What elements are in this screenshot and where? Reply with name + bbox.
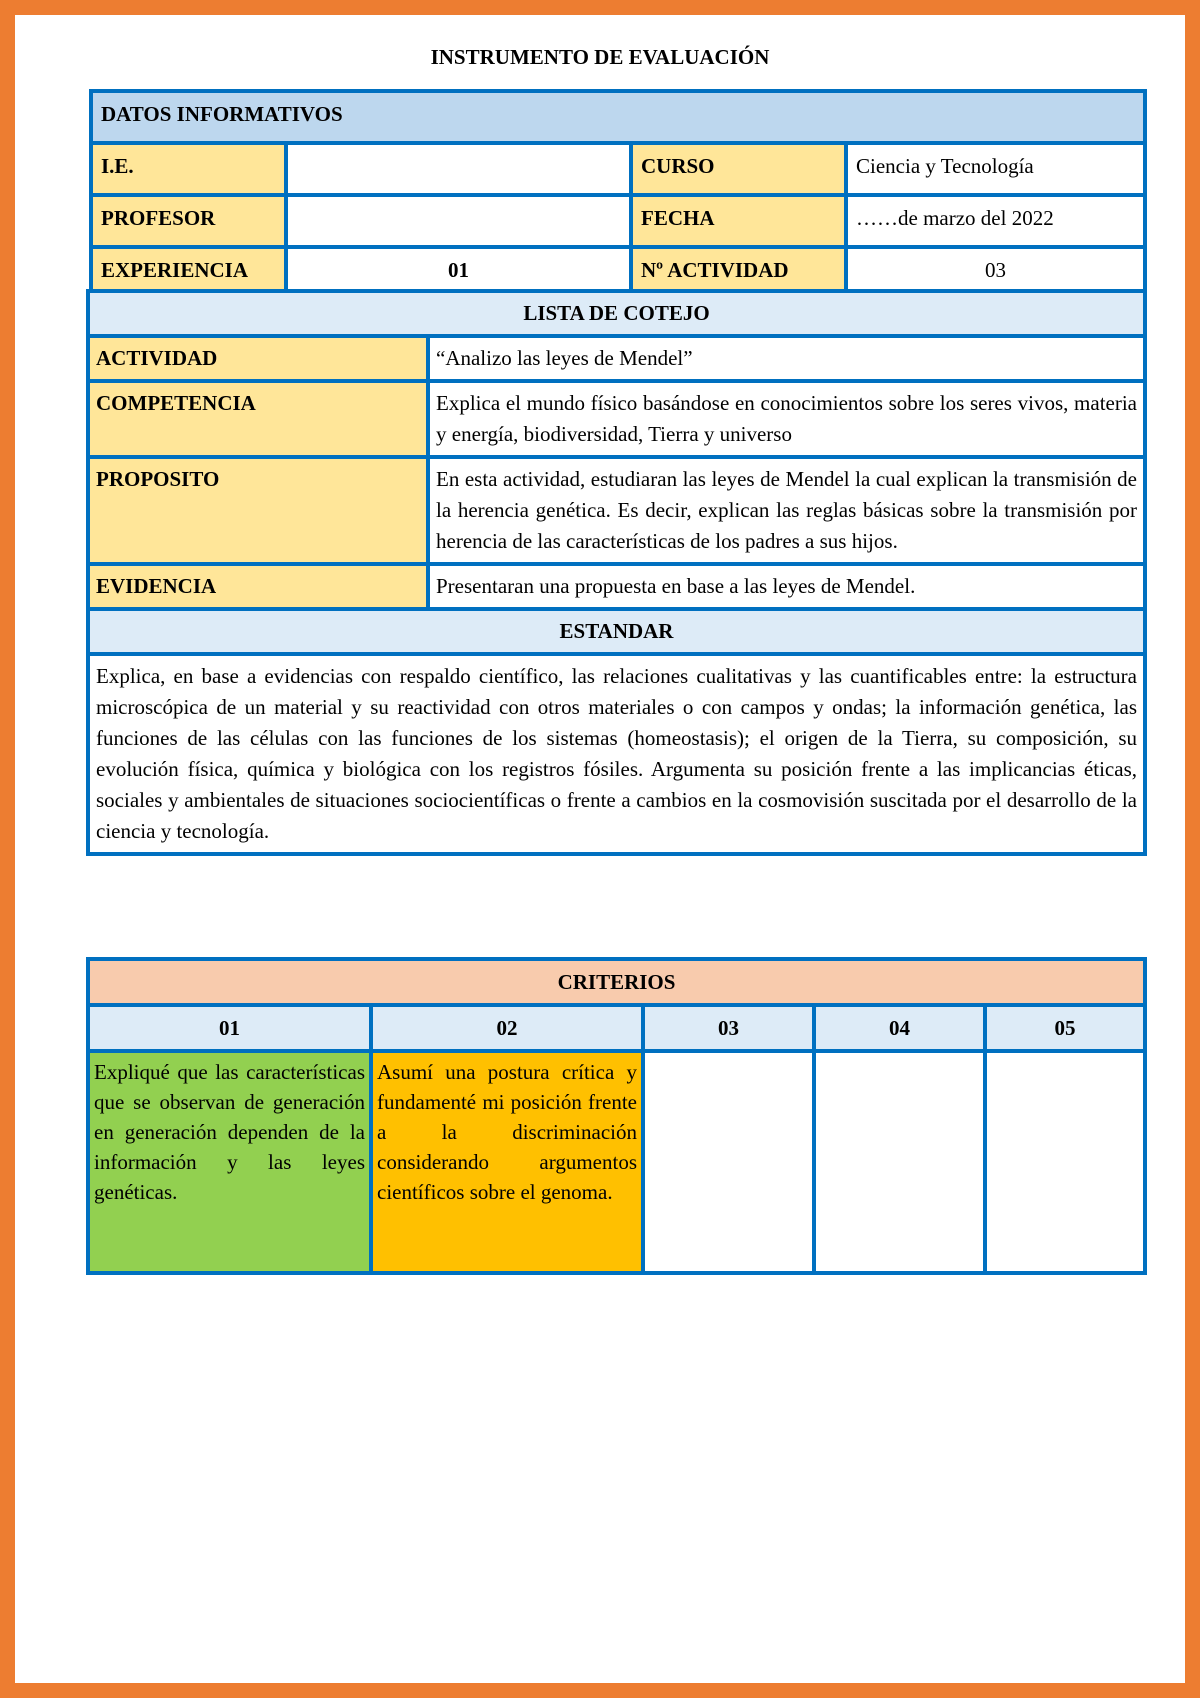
profesor-label: PROFESOR (91, 195, 286, 247)
criterio-cell-02: Asumí una postura crítica y fundamenté mi posición frente a la discriminación considerando argumentos científicos sobre el genoma. (371, 1051, 643, 1273)
criterio-column-header: 05 (985, 1005, 1145, 1051)
actividad-number-value: 03 (846, 247, 1145, 299)
lista-de-cotejo-table (86, 289, 1147, 856)
actividad-value: “Analizo las leyes de Mendel” (428, 336, 1145, 381)
competencia-label: COMPETENCIA (88, 381, 428, 457)
ie-label: I.E. (91, 143, 286, 195)
proposito-value: En esta actividad, estudiaran las leyes de Mendel la cual explican la transmisión de la herencia genética. Es decir, explican las reglas básicas sobre la transmisión por herencia de las características de los padres a sus hijos. (428, 457, 1145, 564)
ie-value (286, 143, 631, 195)
criterio-cell-01: Expliqué que las características que se observan de generación en generación dependen de la información y las leyes genéticas. (88, 1051, 371, 1273)
criterio-cell-04 (814, 1051, 985, 1273)
datos-informativos-header: DATOS INFORMATIVOS (91, 91, 1145, 143)
proposito-label: PROPOSITO (88, 457, 428, 564)
curso-value: Ciencia y Tecnología (846, 143, 1145, 195)
competencia-value: Explica el mundo físico basándose en conocimientos sobre los seres vivos, materia y energía, biodiversidad, Tierra y universo (428, 381, 1145, 457)
curso-label: CURSO (631, 143, 846, 195)
criterios-header: CRITERIOS (88, 959, 1145, 1005)
profesor-value (286, 195, 631, 247)
fecha-label: FECHA (631, 195, 846, 247)
criterios-table (86, 957, 1147, 1275)
experiencia-label: EXPERIENCIA (91, 247, 286, 299)
evidencia-value: Presentaran una propuesta en base a las leyes de Mendel. (428, 564, 1145, 609)
criterio-column-header: 04 (814, 1005, 985, 1051)
criterio-column-header: 03 (643, 1005, 814, 1051)
lista-de-cotejo-header: LISTA DE COTEJO (88, 291, 1145, 336)
experiencia-value: 01 (286, 247, 631, 299)
criterio-cell-03 (643, 1051, 814, 1273)
criterio-cell-05 (985, 1051, 1145, 1273)
evidencia-label: EVIDENCIA (88, 564, 428, 609)
criterio-column-header: 02 (371, 1005, 643, 1051)
criterio-column-header: 01 (88, 1005, 371, 1051)
datos-informativos-table (89, 89, 1147, 301)
fecha-value: ……de marzo del 2022 (846, 195, 1145, 247)
document-title: INSTRUMENTO DE EVALUACIÓN (430, 45, 770, 69)
estandar-header: ESTANDAR (88, 609, 1145, 654)
actividad-number-label: Nº ACTIVIDAD (631, 247, 846, 299)
estandar-text: Explica, en base a evidencias con respaldo científico, las relaciones cualitativas y las cuantificables entre: la estructura microscópica de un material y su reactividad con otros materiales o con campos y ondas; la información genética, las funciones de las células con las funciones de los sistemas (homeostasis); el origen de la Tierra, su composición, su evolución física, química y biológica con los registros fósiles. Argumenta su posición frente a las implicancias éticas, sociales y ambientales de situaciones sociocientíficas o frente a cambios en la cosmovisión suscitada por el desarrollo de la ciencia y tecnología. (88, 654, 1145, 854)
actividad-label: ACTIVIDAD (88, 336, 428, 381)
